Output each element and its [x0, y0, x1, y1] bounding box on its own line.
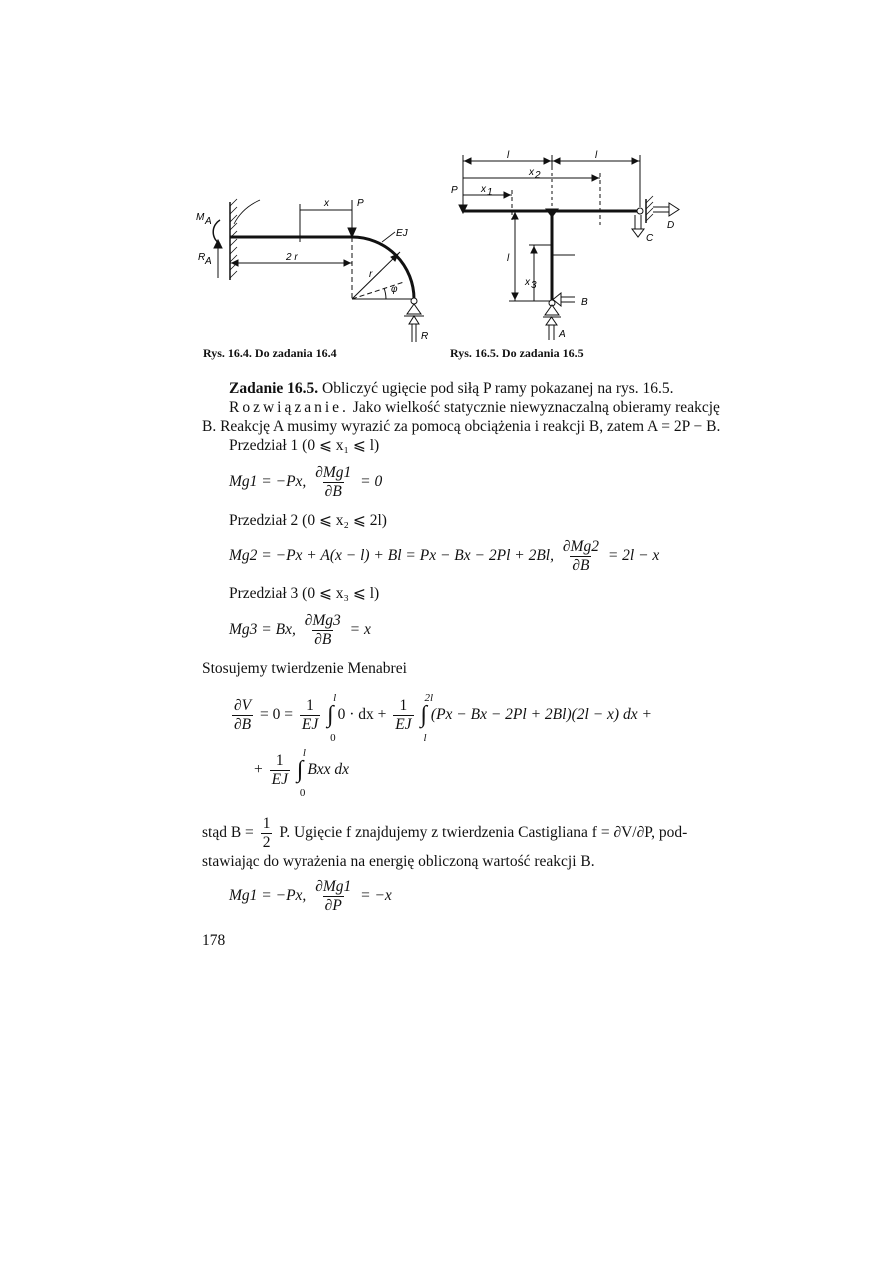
paragraph-line-3: B. Reakcję A musimy wyrazić za pomocą obciążenia i reakcji B, zatem A = 2P − B. — [202, 418, 721, 435]
label-x3: x — [525, 277, 530, 288]
int2-upper: 2l — [424, 692, 434, 704]
eq2-num: ∂Mg2 — [562, 538, 599, 555]
task-body: Obliczyć ugięcie pod siłą P ramy pokazanej na rys. 16.5. — [318, 380, 674, 397]
label-x2: x — [529, 167, 534, 178]
eq5-one: 1 — [275, 752, 284, 769]
figure-16-4 — [190, 180, 450, 350]
integral-sign-2: ∫ 2l l — [420, 692, 434, 744]
eq1-den: ∂B — [324, 483, 342, 500]
solution-body: Jako wielkość statycznie niewyznaczalną obieramy reakcję — [348, 399, 720, 416]
eq5-frac — [270, 752, 290, 789]
eq4-one-2: 1 — [399, 697, 408, 714]
equation-6 — [229, 878, 392, 915]
eq6-den: ∂P — [324, 897, 342, 914]
equation-2 — [229, 538, 659, 575]
label-P: P — [357, 198, 364, 209]
eq5-int: Bxx dx — [307, 761, 350, 779]
int3-lower: 0 — [299, 787, 306, 799]
integral-sign-3: ∫ l 0 — [296, 747, 306, 799]
half-num: 1 — [262, 815, 271, 832]
label-P: P — [451, 185, 458, 196]
eq6-right: = −x — [360, 887, 392, 905]
eq3-den: ∂B — [314, 631, 332, 648]
label-MA-sub: A — [205, 216, 212, 227]
solution-label: Rozwiązanie. — [229, 399, 349, 416]
eq4-one-1: 1 — [306, 697, 314, 714]
label-R: R — [421, 331, 429, 342]
stad-right: P. Ugięcie f znajdujemy z twierdzenia Castigliana f = ∂V/∂P, pod- — [279, 824, 688, 842]
eq5-EJ: EJ — [271, 771, 288, 788]
eq4-EJ-2: EJ — [395, 716, 412, 733]
equation-3 — [229, 612, 371, 649]
stad-line — [202, 815, 687, 852]
menabrea-line: Stosujemy twierdzenie Menabrei — [202, 660, 407, 677]
eq6-num: ∂Mg1 — [315, 878, 352, 895]
eq6-fraction — [313, 878, 353, 915]
eq3-num: ∂Mg3 — [304, 612, 341, 629]
label-RA: R — [198, 252, 206, 263]
label-C: C — [646, 233, 654, 244]
label-x1: x — [481, 184, 486, 195]
eq4-EJ-1: EJ — [301, 716, 319, 733]
label-2r: 2 r — [286, 252, 298, 263]
half-den: 2 — [262, 834, 271, 851]
label-x1-sub: 1 — [487, 187, 493, 198]
caption-fig-16-5: Rys. 16.5. Do zadania 16.5 — [450, 346, 584, 360]
eq1-right: = 0 — [360, 473, 383, 491]
int1-upper: l — [333, 692, 337, 704]
eq2-den: ∂B — [572, 557, 590, 574]
eq3-left: Mg3 = Bx, — [229, 621, 296, 639]
eq1-num: ∂Mg1 — [315, 464, 352, 481]
task-heading-line — [229, 379, 674, 399]
label-l1: l — [507, 150, 510, 161]
label-A: A — [559, 329, 566, 340]
label-x: x — [324, 198, 329, 209]
caption-fig-16-4: Rys. 16.4. Do zadania 16.4 — [203, 346, 337, 360]
eq6-left: Mg1 = −Px, — [229, 887, 307, 905]
interval-3: Przedział 3 (0 ⩽ x₃ ⩽ l) — [229, 585, 380, 602]
label-RA-sub: A — [205, 256, 212, 267]
equation-5 — [254, 747, 350, 799]
task-title: Zadanie 16.5. — [229, 380, 319, 397]
eq4-frac-2 — [393, 697, 413, 734]
eq3-fraction — [303, 612, 343, 649]
eq4-dV: ∂V — [234, 697, 252, 714]
solution-line — [229, 398, 720, 418]
eq4-int1: 0 · dx + — [337, 706, 387, 724]
label-D: D — [667, 220, 675, 231]
eq5-plus: + — [254, 761, 263, 779]
label-r: r — [369, 269, 373, 280]
label-MA: M — [196, 212, 205, 223]
eq2-right: = 2l − x — [607, 547, 660, 565]
label-x3-sub: 3 — [531, 280, 537, 291]
eq2-fraction — [561, 538, 601, 575]
equation-4 — [229, 692, 652, 744]
label-B: B — [581, 297, 588, 308]
eq4-dB: ∂B — [234, 716, 252, 733]
eq2-left: Mg2 = −Px + A(x − l) + Bl = Px − Bx − 2Pl + 2Bl, — [229, 547, 554, 565]
dV-dB-fraction — [232, 697, 253, 734]
label-EJ: EJ — [396, 228, 408, 239]
eq1-fraction — [313, 464, 353, 501]
int1-lower: 0 — [330, 732, 336, 744]
eq4-frac-1 — [300, 697, 320, 734]
eq4-mid: = 0 = — [260, 706, 293, 724]
page-number: 178 — [202, 932, 226, 949]
equation-1 — [229, 464, 382, 501]
figure-16-5 — [445, 145, 695, 345]
eq1-left: Mg1 = −Px, — [229, 473, 307, 491]
label-phi: φ — [391, 284, 398, 295]
label-x2-sub: 2 — [535, 170, 541, 181]
integral-sign-1: ∫ l 0 — [327, 692, 337, 744]
interval-2: Przedział 2 (0 ⩽ x₂ ⩽ 2l) — [229, 512, 387, 529]
interval-1: Przedział 1 (0 ⩽ x₁ ⩽ l) — [229, 437, 380, 454]
stad-line-2: stawiając do wyrażenia na energię obliczoną wartość reakcji B. — [202, 853, 595, 870]
half-fraction — [261, 815, 273, 852]
eq4-int2: (Px − Bx − 2Pl + 2Bl)(2l − x) dx + — [430, 706, 652, 724]
stad-left: stąd B = — [202, 824, 254, 842]
int2-lower: l — [423, 732, 427, 744]
eq3-right: = x — [349, 621, 371, 639]
label-l3: l — [507, 253, 510, 264]
label-l2: l — [595, 150, 598, 161]
int3-upper: l — [302, 747, 306, 759]
